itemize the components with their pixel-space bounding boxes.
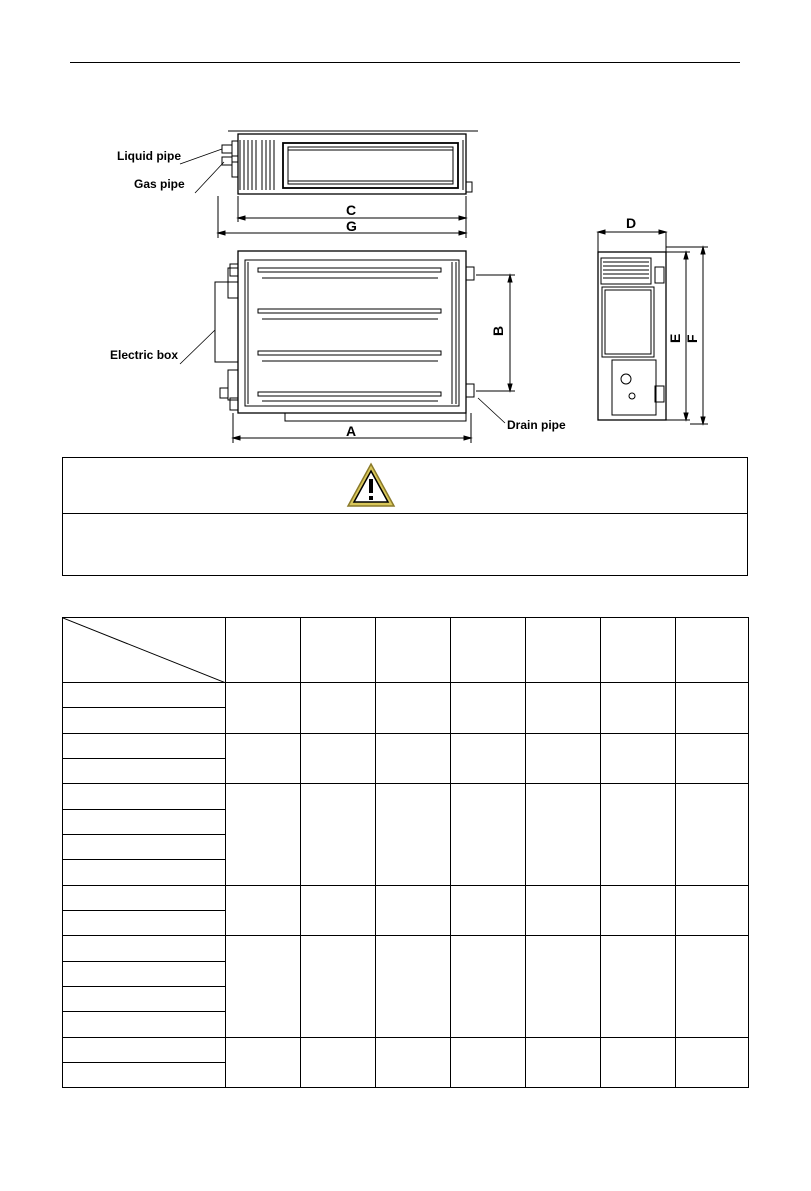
value-cell <box>301 734 376 784</box>
label-cell <box>63 784 226 810</box>
value-cell <box>301 683 376 734</box>
value-cell <box>226 936 301 1038</box>
liquid-pipe-label: Liquid pipe <box>117 149 181 163</box>
value-cell <box>601 683 676 734</box>
value-cell <box>376 886 451 936</box>
dimension-f-label: F <box>684 334 700 343</box>
header-cell <box>301 618 376 683</box>
value-cell <box>226 784 301 886</box>
label-cell <box>63 962 226 987</box>
diagonal-header-cell <box>63 618 226 683</box>
value-cell <box>376 936 451 1038</box>
table-row <box>63 683 749 708</box>
header-cell <box>601 618 676 683</box>
value-cell <box>376 734 451 784</box>
value-cell <box>301 886 376 936</box>
dimension-c-label: C <box>346 202 357 218</box>
value-cell <box>676 936 749 1038</box>
label-cell <box>63 835 226 860</box>
table-row <box>63 734 749 759</box>
value-cell <box>676 784 749 886</box>
label-cell <box>63 936 226 962</box>
warning-header <box>63 458 747 514</box>
header-cell <box>676 618 749 683</box>
label-cell <box>63 759 226 784</box>
dimension-spec-table <box>62 617 749 1088</box>
value-cell <box>601 936 676 1038</box>
electric-box-label: Electric box <box>110 348 179 362</box>
table-row <box>63 1038 749 1063</box>
value-cell <box>526 734 601 784</box>
label-cell <box>63 987 226 1012</box>
dimension-a-label: A <box>346 423 357 439</box>
value-cell <box>301 784 376 886</box>
value-cell <box>451 936 526 1038</box>
value-cell <box>601 1038 676 1088</box>
table-row <box>63 936 749 962</box>
header-cell <box>526 618 601 683</box>
label-cell <box>63 683 226 708</box>
value-cell <box>301 1038 376 1088</box>
value-cell <box>526 784 601 886</box>
header-cell <box>376 618 451 683</box>
dimension-e-label: E <box>667 333 683 343</box>
unit-dimension-drawing <box>0 0 811 460</box>
label-cell <box>63 708 226 734</box>
value-cell <box>601 784 676 886</box>
warning-body <box>63 514 747 574</box>
value-cell <box>226 886 301 936</box>
value-cell <box>376 1038 451 1088</box>
label-cell <box>63 1038 226 1063</box>
label-cell <box>63 810 226 835</box>
label-cell <box>63 860 226 886</box>
header-cell <box>226 618 301 683</box>
value-cell <box>451 784 526 886</box>
value-cell <box>451 683 526 734</box>
value-cell <box>676 683 749 734</box>
header-cell <box>451 618 526 683</box>
value-cell <box>526 683 601 734</box>
gas-pipe-label: Gas pipe <box>134 177 185 191</box>
label-cell <box>63 886 226 911</box>
label-cell <box>63 1012 226 1038</box>
dimension-g-label: G <box>346 218 357 234</box>
label-cell <box>63 911 226 936</box>
label-cell <box>63 734 226 759</box>
dimension-b-label: B <box>490 325 506 336</box>
value-cell <box>451 886 526 936</box>
value-cell <box>601 734 676 784</box>
table-row <box>63 886 749 911</box>
value-cell <box>226 683 301 734</box>
value-cell <box>526 1038 601 1088</box>
value-cell <box>376 784 451 886</box>
label-cell <box>63 1063 226 1088</box>
drain-pipe-label: Drain pipe <box>507 418 566 432</box>
value-cell <box>601 886 676 936</box>
value-cell <box>301 936 376 1038</box>
value-cell <box>526 886 601 936</box>
warning-triangle-icon <box>346 462 396 508</box>
front-view <box>180 251 515 443</box>
value-cell <box>226 1038 301 1088</box>
value-cell <box>376 683 451 734</box>
value-cell <box>676 886 749 936</box>
table-row <box>63 784 749 810</box>
value-cell <box>676 1038 749 1088</box>
value-cell <box>526 936 601 1038</box>
warning-box <box>62 457 748 576</box>
top-view <box>180 131 478 238</box>
side-view <box>598 230 708 424</box>
table-header-row <box>63 618 749 683</box>
value-cell <box>676 734 749 784</box>
value-cell <box>226 734 301 784</box>
value-cell <box>451 1038 526 1088</box>
value-cell <box>451 734 526 784</box>
dimension-d-label: D <box>626 215 637 231</box>
